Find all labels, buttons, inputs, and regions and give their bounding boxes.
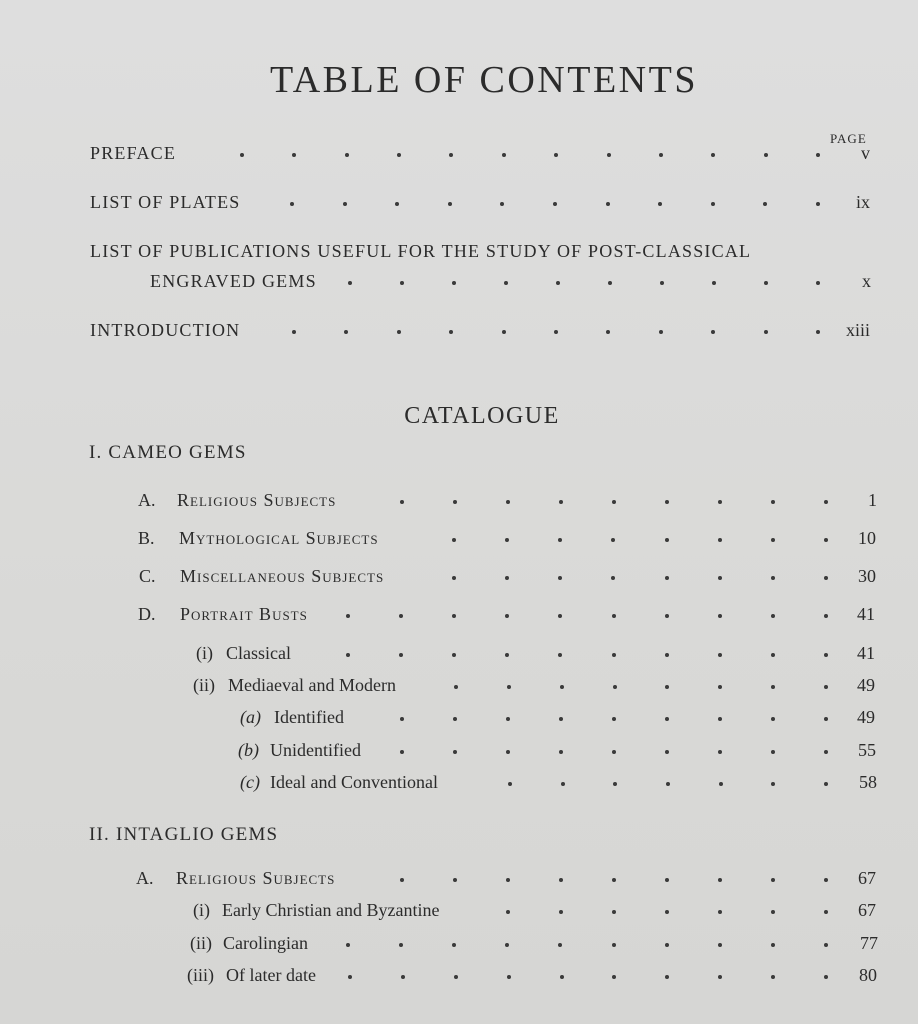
part-heading-cameo: I. CAMEO GEMS [89,442,247,463]
leader-dots [400,702,828,732]
entry-label: Mythological Subjects [179,528,379,548]
entry-marker: D. [138,604,156,624]
entry-marker: A. [136,868,154,888]
toc-entry [0,767,918,797]
entry-label: Carolingian [223,933,308,953]
entry-page: 77 [860,933,878,953]
entry-marker: A. [138,490,156,510]
leader-dots [348,960,828,990]
leader-dots [400,863,828,893]
entry-page: v [861,143,870,163]
entry-label: LIST OF PLATES [90,192,241,212]
toc-entry [0,735,918,765]
entry-label: Early Christian and Byzantine [222,900,440,920]
toc-entry [0,863,918,893]
toc-entry [0,670,918,700]
entry-page: 49 [857,707,875,727]
leader-dots [452,561,828,591]
leader-dots [400,735,828,765]
entry-label: Miscellaneous Subjects [180,566,385,586]
toc-entry [0,638,918,668]
leader-dots [348,266,820,296]
leader-dots [454,670,828,700]
entry-marker: (ii) [193,675,215,695]
entry-label: Classical [226,643,291,663]
toc-entry [0,561,918,591]
entry-label: LIST OF PUBLICATIONS USEFUL FOR THE STUDY OF POST-CLASSICAL [90,241,752,261]
entry-page: 10 [858,528,876,548]
entry-label: Religious Subjects [176,868,336,888]
toc-entry [0,523,918,553]
entry-page: ix [856,192,871,212]
entry-marker: (b) [238,740,259,760]
leader-dots [292,315,820,345]
entry-label: Mediaeval and Modern [228,675,396,695]
entry-page: 58 [859,772,877,792]
entry-page: 30 [858,566,876,586]
entry-label: Portrait Busts [180,604,308,624]
entry-marker: (a) [240,707,261,727]
entry-page: 55 [858,740,876,760]
entry-marker: (iii) [187,965,214,985]
entry-marker: (c) [240,772,260,792]
toc-entry-introduction [0,315,918,345]
leader-dots [346,599,828,629]
leader-dots [346,928,828,958]
entry-marker: B. [138,528,155,548]
entry-label: Ideal and Conventional [270,772,438,792]
leader-dots [508,767,828,797]
entry-page: 1 [868,490,877,510]
entry-label: Unidentified [270,740,361,760]
entry-page: 67 [858,900,876,920]
entry-page: x [862,271,871,291]
catalogue-heading: CATALOGUE [404,403,560,429]
entry-page: 80 [859,965,877,985]
entry-page: 67 [858,868,876,888]
entry-label: PREFACE [90,143,177,163]
page-title: TABLE OF CONTENTS [270,59,698,101]
toc-entry [0,599,918,629]
page-column-header: PAGE [830,131,867,146]
toc-entry [0,895,918,925]
part-heading-intaglio: II. INTAGLIO GEMS [89,824,279,845]
leader-dots [452,523,828,553]
toc-entry [0,485,918,515]
toc-entry-preface [0,138,918,168]
entry-label: Religious Subjects [177,490,337,510]
toc-entry-list-of-plates [0,187,918,217]
leader-dots [346,638,828,668]
entry-marker: C. [139,566,156,586]
toc-entry-publications-line1 [0,236,918,266]
toc-entry-publications-line2 [0,266,918,296]
leader-dots [506,895,828,925]
entry-label: INTRODUCTION [90,320,241,340]
entry-label: Identified [274,707,344,727]
entry-page: 41 [857,643,875,663]
leader-dots [400,485,828,515]
leader-dots [290,187,820,217]
entry-label: Of later date [226,965,316,985]
leader-dots [240,138,820,168]
entry-page: 49 [857,675,875,695]
toc-entry [0,928,918,958]
entry-marker: (i) [196,643,213,663]
toc-entry [0,960,918,990]
entry-page: 41 [857,604,875,624]
entry-label: ENGRAVED GEMS [150,271,317,291]
entry-page: xiii [846,320,871,340]
entry-marker: (i) [193,900,210,920]
entry-marker: (ii) [190,933,212,953]
toc-entry [0,702,918,732]
